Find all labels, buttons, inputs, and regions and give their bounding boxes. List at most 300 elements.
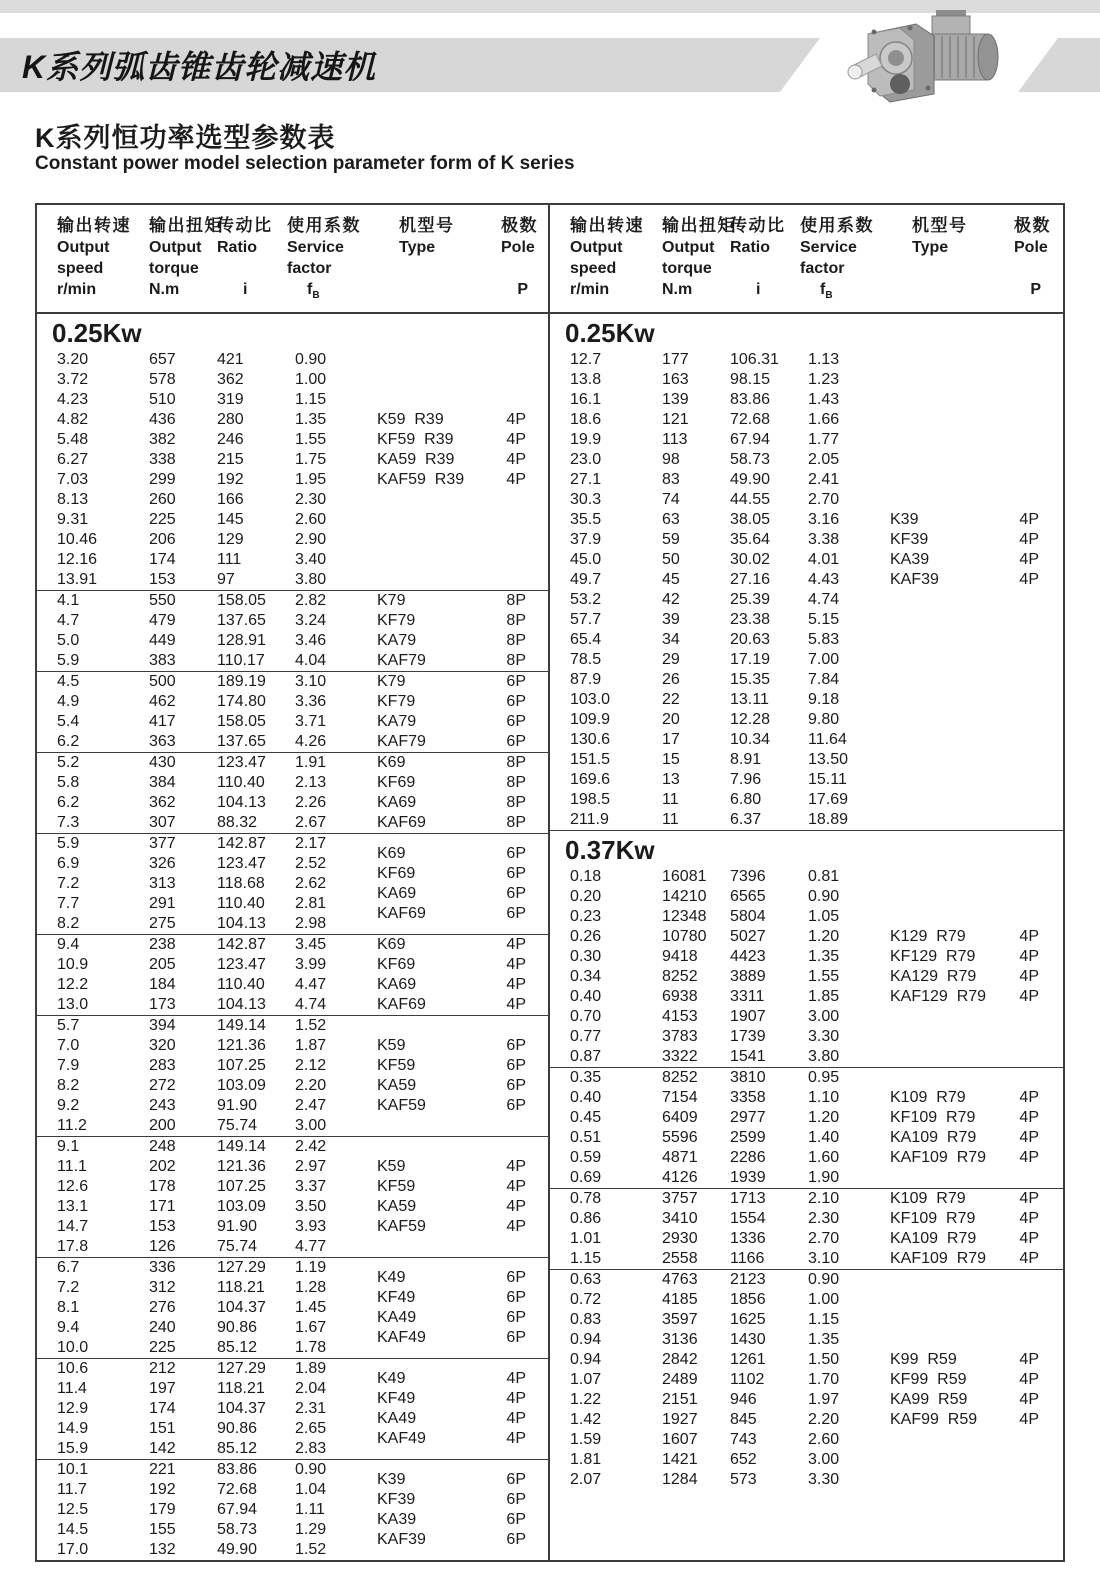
cell-output-speed: 0.83: [570, 1311, 602, 1329]
type-line: [377, 1056, 550, 1076]
cell-output-speed: 5.48: [57, 431, 89, 449]
cell-output-torque: 39: [662, 611, 680, 629]
cell-service-factor: 1.78: [295, 1339, 327, 1357]
cell-ratio: 573: [730, 1471, 757, 1489]
cell-ratio: 652: [730, 1451, 757, 1469]
cell-output-torque: 1927: [662, 1411, 698, 1429]
cell-output-torque: 26: [662, 671, 680, 689]
cell-output-torque: 3757: [662, 1190, 698, 1208]
cell-type: KA39: [377, 1511, 417, 1529]
cell-ratio: 85.12: [217, 1339, 258, 1357]
type-line: [377, 1328, 550, 1348]
cell-ratio: 319: [217, 391, 244, 409]
cell-service-factor: 1.95: [295, 471, 327, 489]
cell-service-factor: 2.42: [295, 1138, 327, 1156]
cell-ratio: 97: [217, 571, 235, 589]
cell-output-torque: 500: [149, 673, 176, 691]
cell-service-factor: 3.80: [808, 1048, 840, 1066]
cell-output-torque: 272: [149, 1077, 176, 1095]
type-line: [377, 813, 550, 833]
cell-service-factor: 2.70: [808, 491, 840, 509]
type-line: [890, 1249, 1063, 1269]
cell-type: K59 R39: [377, 411, 444, 429]
cell-output-torque: 59: [662, 531, 680, 549]
cell-ratio: 75.74: [217, 1117, 258, 1135]
cell-ratio: 8.91: [730, 751, 762, 769]
cell-service-factor: 2.70: [808, 1230, 840, 1248]
cell-ratio: 1166: [730, 1250, 765, 1268]
cell-output-torque: 142: [149, 1440, 176, 1458]
type-line: [890, 1189, 1063, 1209]
cell-service-factor: 3.45: [295, 936, 327, 954]
cell-output-torque: 299: [149, 471, 176, 489]
cell-ratio: 104.13: [217, 794, 266, 812]
table-row: [550, 370, 1063, 390]
cell-output-torque: 283: [149, 1057, 176, 1075]
cell-output-speed: 4.1: [57, 592, 80, 610]
cell-type: KA59: [377, 1077, 417, 1095]
cell-output-speed: 4.7: [57, 612, 80, 630]
cell-pole: 4P: [506, 1430, 526, 1448]
cell-service-factor: 2.12: [295, 1057, 327, 1075]
cell-pole: 6P: [506, 1289, 526, 1307]
cell-output-speed: 7.2: [57, 1279, 80, 1297]
cell-ratio: 1856: [730, 1291, 766, 1309]
cell-output-torque: 221: [149, 1461, 176, 1479]
cell-ratio: 362: [217, 371, 244, 389]
cell-pole: 4P: [1019, 531, 1039, 549]
type-line: [377, 1288, 550, 1308]
cell-output-torque: 382: [149, 431, 176, 449]
cell-ratio: 1739: [730, 1028, 766, 1046]
cell-output-speed: 0.70: [570, 1008, 602, 1026]
cell-ratio: 13.11: [730, 691, 769, 709]
cell-service-factor: 4.47: [295, 976, 327, 994]
parameter-block: [550, 867, 1063, 1068]
type-list: [890, 1189, 1063, 1269]
header-output-speed: 输出转速 Output speed r/min: [57, 216, 131, 298]
cell-service-factor: 4.43: [808, 571, 840, 589]
cell-ratio: 192: [217, 471, 244, 489]
cell-output-speed: 4.5: [57, 673, 80, 691]
cell-ratio: 6.80: [730, 791, 762, 809]
type-line: [377, 1429, 550, 1449]
table-row: [37, 1016, 548, 1036]
cell-output-speed: 0.20: [570, 888, 602, 906]
cell-output-speed: 1.07: [570, 1371, 602, 1389]
cell-output-torque: 171: [149, 1198, 176, 1216]
cell-ratio: 106.31: [730, 351, 779, 369]
cell-output-speed: 8.2: [57, 1077, 80, 1095]
cell-output-speed: 0.35: [570, 1069, 602, 1087]
cell-pole: 6P: [506, 1329, 526, 1347]
cell-service-factor: 13.50: [808, 751, 849, 769]
cell-output-speed: 7.9: [57, 1057, 80, 1075]
cell-output-torque: 212: [149, 1360, 176, 1378]
cell-type: KA59 R39: [377, 451, 455, 469]
cell-output-speed: 4.82: [57, 411, 89, 429]
cell-pole: 6P: [506, 1491, 526, 1509]
cell-output-speed: 10.1: [57, 1461, 89, 1479]
cell-service-factor: 1.20: [808, 1109, 840, 1127]
parameter-block: [550, 1270, 1063, 1490]
cell-type: KAF49: [377, 1329, 426, 1347]
cell-service-factor: 1.52: [295, 1017, 327, 1035]
cell-service-factor: 0.90: [808, 1271, 840, 1289]
cell-output-torque: 449: [149, 632, 176, 650]
cell-output-speed: 1.42: [570, 1411, 602, 1429]
type-line: [377, 844, 550, 864]
cell-pole: 6P: [506, 713, 526, 731]
cell-type: KAF109 R79: [890, 1149, 987, 1167]
cell-output-speed: 45.0: [570, 551, 602, 569]
cell-type: K59: [377, 1158, 406, 1176]
table-row: [550, 1470, 1063, 1490]
cell-type: KA69: [377, 794, 417, 812]
cell-output-torque: 202: [149, 1158, 176, 1176]
type-line: [377, 410, 550, 430]
parameter-block: [37, 1258, 548, 1359]
cell-ratio: 5027: [730, 928, 766, 946]
cell-service-factor: 2.47: [295, 1097, 327, 1115]
cell-output-speed: 7.3: [57, 814, 80, 832]
cell-output-speed: 9.1: [57, 1138, 80, 1156]
table-row: [550, 907, 1063, 927]
cell-type: KA49: [377, 1309, 417, 1327]
cell-output-speed: 0.34: [570, 968, 602, 986]
cell-ratio: 3358: [730, 1089, 766, 1107]
table-row: [550, 630, 1063, 650]
cell-output-speed: 6.27: [57, 451, 89, 469]
cell-type: KA49: [377, 1410, 417, 1428]
type-line: [890, 967, 1063, 987]
cell-output-torque: 192: [149, 1481, 176, 1499]
cell-type: KAF69: [377, 814, 426, 832]
cell-output-speed: 12.5: [57, 1501, 89, 1519]
cell-type: KAF39: [890, 571, 939, 589]
cell-service-factor: 3.36: [295, 693, 327, 711]
cell-service-factor: 1.19: [295, 1259, 327, 1277]
cell-output-torque: 4185: [662, 1291, 698, 1309]
cell-output-speed: 6.7: [57, 1259, 80, 1277]
table-row: [550, 670, 1063, 690]
cell-output-speed: 5.0: [57, 632, 80, 650]
table-row: [550, 1290, 1063, 1310]
cell-ratio: 104.37: [217, 1400, 266, 1418]
cell-output-speed: 5.9: [57, 835, 80, 853]
type-list: [377, 672, 550, 752]
cell-output-speed: 8.1: [57, 1299, 80, 1317]
cell-ratio: 110.40: [217, 976, 265, 994]
cell-pole: 6P: [506, 1471, 526, 1489]
cell-pole: 8P: [506, 794, 526, 812]
table-header: [37, 205, 548, 314]
type-line: [377, 470, 550, 490]
cell-output-torque: 173: [149, 996, 176, 1014]
cell-type: K129 R79: [890, 928, 966, 946]
cell-pole: 4P: [1019, 1411, 1039, 1429]
page-title: K系列恒功率选型参数表: [35, 123, 336, 153]
cell-service-factor: 2.52: [295, 855, 327, 873]
cell-service-factor: 1.04: [295, 1481, 327, 1499]
cell-service-factor: 9.80: [808, 711, 840, 729]
cell-output-torque: 4126: [662, 1169, 698, 1187]
cell-output-torque: 1284: [662, 1471, 698, 1489]
cell-output-torque: 578: [149, 371, 176, 389]
cell-output-torque: 275: [149, 915, 176, 933]
cell-output-speed: 13.1: [57, 1198, 89, 1216]
cell-output-speed: 13.8: [570, 371, 602, 389]
cell-service-factor: 1.97: [808, 1391, 840, 1409]
cell-service-factor: 3.10: [295, 673, 327, 691]
cell-output-torque: 63: [662, 511, 680, 529]
cell-output-speed: 10.0: [57, 1339, 89, 1357]
cell-ratio: 110.40: [217, 895, 265, 913]
cell-service-factor: 1.15: [808, 1311, 840, 1329]
cell-output-torque: 225: [149, 1339, 176, 1357]
cell-output-speed: 78.5: [570, 651, 602, 669]
cell-type: KF129 R79: [890, 948, 976, 966]
cell-service-factor: 2.30: [808, 1210, 840, 1228]
cell-output-speed: 0.45: [570, 1109, 602, 1127]
type-list: [890, 1350, 1063, 1430]
type-line: [377, 712, 550, 732]
cell-type: KF49: [377, 1289, 416, 1307]
cell-ratio: 110.17: [217, 652, 265, 670]
cell-output-torque: 3136: [662, 1331, 698, 1349]
cell-service-factor: 1.35: [808, 1331, 840, 1349]
cell-output-torque: 2151: [662, 1391, 698, 1409]
cell-pole: 4P: [1019, 988, 1039, 1006]
cell-service-factor: 4.74: [808, 591, 840, 609]
cell-pole: 4P: [1019, 1391, 1039, 1409]
cell-service-factor: 1.40: [808, 1129, 840, 1147]
cell-pole: 8P: [506, 592, 526, 610]
type-list: [377, 1369, 550, 1449]
cell-service-factor: 1.89: [295, 1360, 327, 1378]
cell-ratio: 91.90: [217, 1218, 258, 1236]
cell-output-speed: 12.6: [57, 1178, 89, 1196]
table-row: [550, 1270, 1063, 1290]
cell-service-factor: 3.00: [808, 1451, 840, 1469]
cell-output-torque: 5596: [662, 1129, 698, 1147]
cell-output-torque: 2842: [662, 1351, 698, 1369]
table-row: [550, 750, 1063, 770]
cell-ratio: 49.90: [730, 471, 771, 489]
type-line: [890, 1410, 1063, 1430]
cell-output-speed: 15.9: [57, 1440, 89, 1458]
cell-ratio: 110.40: [217, 774, 265, 792]
type-list: [377, 410, 550, 490]
cell-service-factor: 9.18: [808, 691, 840, 709]
cell-output-torque: 6409: [662, 1109, 698, 1127]
cell-output-torque: 126: [149, 1238, 176, 1256]
cell-ratio: 49.90: [217, 1541, 258, 1559]
cell-ratio: 215: [217, 451, 244, 469]
cell-output-torque: 291: [149, 895, 176, 913]
cell-output-torque: 200: [149, 1117, 176, 1135]
cell-output-speed: 5.2: [57, 754, 80, 772]
cell-ratio: 2977: [730, 1109, 766, 1127]
cell-pole: 6P: [506, 865, 526, 883]
type-line: [377, 611, 550, 631]
cell-service-factor: 2.13: [295, 774, 327, 792]
table-row: [37, 390, 548, 410]
cell-ratio: 20.63: [730, 631, 771, 649]
cell-output-speed: 37.9: [570, 531, 602, 549]
cell-output-torque: 113: [662, 431, 688, 449]
cell-service-factor: 2.05: [808, 451, 840, 469]
cell-pole: 4P: [506, 1178, 526, 1196]
cell-service-factor: 3.00: [808, 1008, 840, 1026]
cell-output-speed: 6.9: [57, 855, 80, 873]
cell-ratio: 30.02: [730, 551, 771, 569]
cell-ratio: 12.28: [730, 711, 771, 729]
cell-output-torque: 22: [662, 691, 680, 709]
cell-service-factor: 2.20: [808, 1411, 840, 1429]
type-list: [890, 927, 1063, 1007]
type-line: [377, 651, 550, 671]
cell-service-factor: 1.11: [295, 1501, 325, 1519]
cell-output-speed: 0.59: [570, 1149, 602, 1167]
table-row: [37, 1116, 548, 1136]
cell-type: KF79: [377, 612, 416, 630]
table-row: [37, 510, 548, 530]
cell-output-torque: 42: [662, 591, 680, 609]
cell-output-torque: 3597: [662, 1311, 698, 1329]
cell-pole: 6P: [506, 1077, 526, 1095]
cell-output-speed: 0.86: [570, 1210, 602, 1228]
parameter-block: [37, 1359, 548, 1460]
table-row: [550, 1330, 1063, 1350]
cell-output-speed: 1.59: [570, 1431, 602, 1449]
cell-output-torque: 13: [662, 771, 680, 789]
cell-output-torque: 240: [149, 1319, 176, 1337]
cell-service-factor: 1.66: [808, 411, 840, 429]
cell-output-torque: 394: [149, 1017, 176, 1035]
banner-title: K系列弧齿锥齿轮减速机: [22, 49, 377, 85]
table-row: [37, 530, 548, 550]
cell-ratio: 104.37: [217, 1299, 266, 1317]
table-row: [550, 430, 1063, 450]
cell-output-torque: 2558: [662, 1250, 698, 1268]
cell-pole: 4P: [506, 471, 526, 489]
cell-type: K109 R79: [890, 1089, 966, 1107]
cell-output-torque: 151: [149, 1420, 176, 1438]
type-line: [377, 631, 550, 651]
type-line: [377, 1409, 550, 1429]
cell-pole: 4P: [1019, 1089, 1039, 1107]
cell-output-speed: 8.13: [57, 491, 89, 509]
cell-ratio: 246: [217, 431, 244, 449]
cell-output-speed: 0.78: [570, 1190, 602, 1208]
cell-output-torque: 163: [662, 371, 689, 389]
cell-service-factor: 3.30: [808, 1028, 840, 1046]
cell-output-speed: 0.26: [570, 928, 602, 946]
cell-output-speed: 30.3: [570, 491, 602, 509]
cell-output-speed: 6.2: [57, 794, 80, 812]
cell-type: K109 R79: [890, 1190, 966, 1208]
cell-output-speed: 65.4: [570, 631, 602, 649]
type-line: [890, 987, 1063, 1007]
table-row: [550, 1430, 1063, 1450]
cell-output-torque: 16081: [662, 868, 707, 886]
section-power-label: 0.25Kw: [565, 318, 655, 349]
table-row: [550, 390, 1063, 410]
cell-output-speed: 211.9: [570, 811, 609, 829]
cell-output-speed: 5.4: [57, 713, 80, 731]
cell-output-speed: 7.7: [57, 895, 80, 913]
cell-type: KF69: [377, 956, 416, 974]
cell-output-torque: 12348: [662, 908, 707, 926]
cell-output-speed: 35.5: [570, 511, 602, 529]
cell-ratio: 189.19: [217, 673, 266, 691]
parameter-block: [37, 935, 548, 1016]
cell-ratio: 1554: [730, 1210, 766, 1228]
type-line: [377, 1268, 550, 1288]
cell-output-speed: 10.6: [57, 1360, 89, 1378]
cell-service-factor: 1.43: [808, 391, 840, 409]
cell-pole: 4P: [1019, 1129, 1039, 1147]
cell-output-torque: 362: [149, 794, 176, 812]
table-row: [37, 550, 548, 570]
cell-ratio: 67.94: [730, 431, 771, 449]
table-row: [550, 350, 1063, 370]
type-line: [377, 732, 550, 752]
cell-pole: 4P: [1019, 551, 1039, 569]
cell-output-speed: 169.6: [570, 771, 611, 789]
cell-pole: 4P: [506, 1218, 526, 1236]
cell-type: K49: [377, 1269, 406, 1287]
cell-output-torque: 7154: [662, 1089, 698, 1107]
cell-ratio: 142.87: [217, 835, 266, 853]
header-type: 机型号 Type: [912, 216, 968, 256]
cell-type: KF59: [377, 1057, 416, 1075]
type-line: [377, 935, 550, 955]
cell-ratio: 58.73: [730, 451, 771, 469]
cell-service-factor: 3.71: [295, 713, 327, 731]
cell-output-torque: 657: [149, 351, 176, 369]
table-row: [550, 710, 1063, 730]
cell-pole: 4P: [1019, 1190, 1039, 1208]
cell-output-speed: 17.0: [57, 1541, 89, 1559]
cell-ratio: 103.09: [217, 1077, 266, 1095]
cell-type: KAF59: [377, 1097, 426, 1115]
cell-output-torque: 20: [662, 711, 680, 729]
table-row: [550, 490, 1063, 510]
table-row: [550, 470, 1063, 490]
cell-output-speed: 10.9: [57, 956, 89, 974]
cell-output-speed: 1.15: [570, 1250, 602, 1268]
cell-ratio: 15.35: [730, 671, 771, 689]
cell-output-torque: 174: [149, 1400, 176, 1418]
cell-output-speed: 4.23: [57, 391, 89, 409]
cell-output-torque: 243: [149, 1097, 176, 1115]
cell-output-torque: 363: [149, 733, 176, 751]
cell-pole: 4P: [1019, 928, 1039, 946]
cell-pole: 4P: [506, 936, 526, 954]
cell-output-torque: 312: [149, 1279, 176, 1297]
cell-ratio: 6.37: [730, 811, 762, 829]
cell-type: KF99 R59: [890, 1371, 967, 1389]
table-row: [37, 1237, 548, 1257]
cell-type: KA109 R79: [890, 1129, 977, 1147]
cell-ratio: 123.47: [217, 754, 266, 772]
cell-ratio: 1336: [730, 1230, 766, 1248]
type-list: [890, 1088, 1063, 1168]
parameter-block: [37, 1016, 548, 1137]
type-line: [890, 530, 1063, 550]
